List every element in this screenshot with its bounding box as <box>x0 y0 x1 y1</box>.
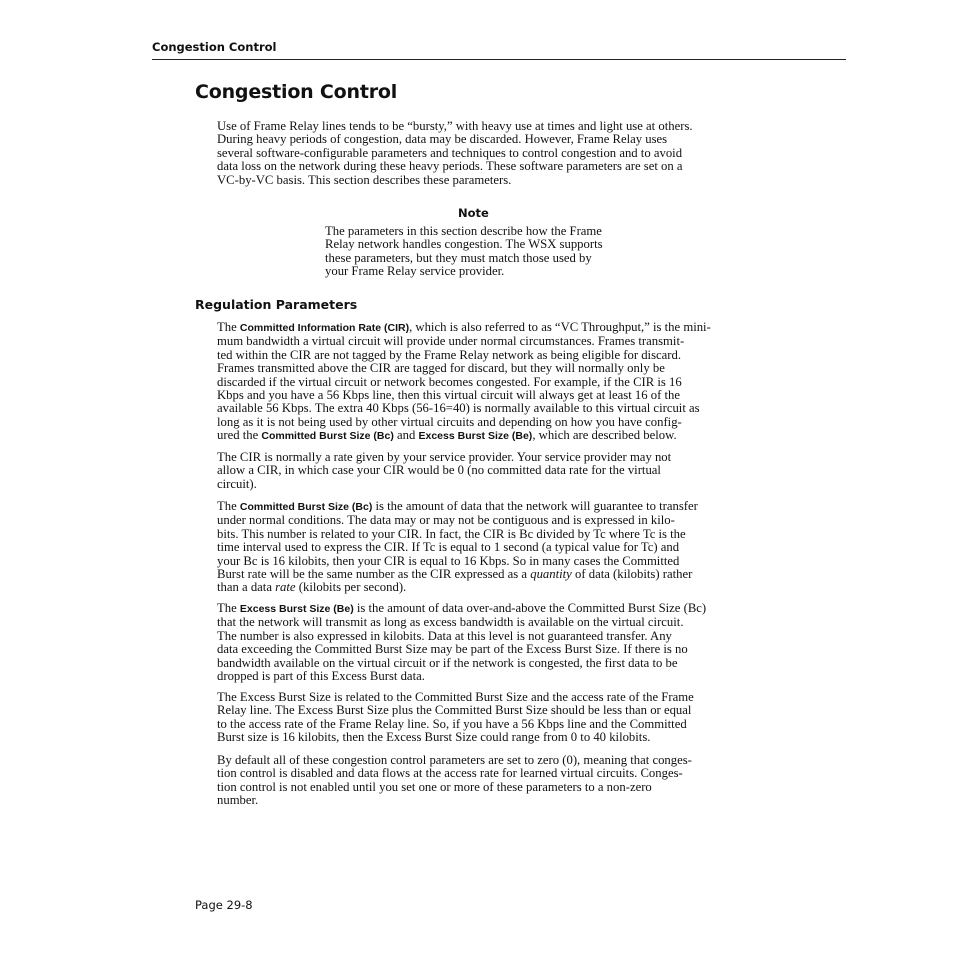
text-line: data exceeding the Committed Burst Size may be part of the Excess Burst Size. If there is no <box>217 642 688 657</box>
text-line: allow a CIR, in which case your CIR would be 0 (no committed data rate for the virtual <box>217 463 661 478</box>
text-line: The CIR is normally a rate given by your service provider. Your service provider may not <box>217 450 672 464</box>
section-title: Congestion Control <box>195 81 398 103</box>
text-line: Relay line. The Excess Burst Size plus the Committed Burst Size should be less than or equal <box>217 703 692 718</box>
term-committed-burst-size: Committed Burst Size (Bc) <box>261 430 394 443</box>
text-segment: , which are described below. <box>532 428 677 443</box>
note-text <box>325 225 637 279</box>
text-line: your Bc is 16 kilobits, then your CIR is equal to 16 Kbps. So in many cases the Committed <box>217 553 680 568</box>
text-line: The Excess Burst Size is related to the Committed Burst Size and the access rate of the Frame <box>217 690 694 704</box>
note-label: Note <box>458 206 489 220</box>
default-settings-paragraph <box>217 754 762 808</box>
text-line: Kbps and you have a 56 Kbps line, then this virtual circuit will always get at least 16 of the <box>217 388 680 403</box>
term-excess-burst-size: Excess Burst Size (Be) <box>239 603 354 615</box>
text-segment: is the amount of data that the network will guarantee to transfer <box>372 499 698 513</box>
text-segment: The <box>217 320 240 334</box>
term-committed-burst-size: Committed Burst Size (Bc) <box>239 501 373 513</box>
text-segment: The <box>217 601 240 615</box>
text-line: your Frame Relay service provider. <box>325 264 505 279</box>
committed-burst-paragraph <box>217 500 762 595</box>
text-line: time interval used to express the CIR. If Tc is equal to 1 second (a typical value for Tc) and <box>217 540 680 555</box>
text-segment: than a data <box>217 580 276 595</box>
text-line: mum bandwidth a virtual circuit will provide under normal circumstances. Frames transmit- <box>217 334 685 349</box>
text-segment: Burst rate will be the same number as the CIR expressed as a <box>217 567 531 582</box>
term-cir: Committed Information Rate (CIR) <box>239 322 410 334</box>
text-line: data loss on the network during these heavy periods. These software parameters are set on a <box>217 159 683 174</box>
text-line: long as it is not being used by other virtual circuits and depending on how you have config- <box>217 414 682 429</box>
text-line: Frames transmitted above the CIR are tagged for discard, but they will normally only be <box>217 361 665 376</box>
text-line: that the network will transmit as long as excess bandwidth is available on the virtual circuit. <box>217 615 684 630</box>
text-segment: , which is also referred to as “VC Throughput,” is the mini- <box>409 320 711 334</box>
text-line: Use of Frame Relay lines tends to be “bursty,” with heavy use at times and light use at others. <box>217 119 693 133</box>
text-line: The parameters in this section describe how the Frame <box>325 224 602 238</box>
text-segment: (kilobits per second). <box>295 580 407 595</box>
text-segment: is the amount of data over-and-above the Committed Burst Size (Bc) <box>353 601 707 615</box>
text-line: under normal conditions. The data may or may not be contiguous and is expressed in kilo- <box>217 513 675 528</box>
text-line: number. <box>217 793 259 808</box>
emphasis-rate: rate <box>275 580 296 595</box>
text-line: dropped is part of this Excess Burst data. <box>217 669 425 684</box>
text-line: During heavy periods of congestion, data may be discarded. However, Frame Relay uses <box>217 132 668 147</box>
text-line: discarded if the virtual circuit or network becomes congested. For example, if the CIR is 16 <box>217 374 682 389</box>
text-line: ted within the CIR are not tagged by the Frame Relay network as being eligible for discard. <box>217 347 682 362</box>
text-line: The number is also expressed in kilobits. Data at this level is not guaranteed transfer. Any <box>217 628 672 643</box>
text-line: bandwidth available on the virtual circuit or if the network is congested, the first data to be <box>217 655 678 670</box>
intro-paragraph <box>217 120 757 187</box>
text-line: these parameters, but they must match those used by <box>325 250 592 265</box>
term-excess-burst-size: Excess Burst Size (Be) <box>418 430 533 443</box>
text-line: tion control is not enabled until you set one or more of these parameters to a non-zero <box>217 779 652 794</box>
burst-relation-paragraph <box>217 691 762 745</box>
text-line: bits. This number is related to your CIR. In fact, the CIR is Bc divided by Tc where Tc is the <box>217 526 686 541</box>
text-line: Burst size is 16 kilobits, then the Excess Burst Size could range from 0 to 40 kilobits. <box>217 730 651 745</box>
text-line: VC-by-VC basis. This section describes these parameters. <box>217 172 512 187</box>
text-line: By default all of these congestion control parameters are set to zero (0), meaning that conges- <box>217 753 692 767</box>
text-line: several software-configurable parameters and techniques to control congestion and to avoid <box>217 145 683 160</box>
emphasis-quantity: quantity <box>530 567 572 582</box>
text-segment: of data (kilobits) rather <box>571 567 693 582</box>
text-line: Relay network handles congestion. The WSX supports <box>325 237 603 252</box>
text-segment: and <box>393 428 419 443</box>
text-segment: The <box>217 499 240 513</box>
text-segment: ured the <box>217 428 262 443</box>
page-number: Page 29-8 <box>195 898 253 912</box>
cir-paragraph <box>217 321 762 444</box>
excess-burst-paragraph <box>217 602 762 683</box>
text-line: to the access rate of the Frame Relay line. So, if you have a 56 Kbps line and the Committed <box>217 716 687 731</box>
running-header: Congestion Control <box>152 40 846 60</box>
regulation-parameters-heading: Regulation Parameters <box>195 297 358 312</box>
text-line: available 56 Kbps. The extra 40 Kbps (56-16=40) is normally available to this virtual circuit as <box>217 401 700 416</box>
text-line: circuit). <box>217 476 257 491</box>
cir-provider-paragraph <box>217 451 762 491</box>
text-line: tion control is disabled and data flows at the access rate for learned virtual circuits. Conges- <box>217 766 683 781</box>
